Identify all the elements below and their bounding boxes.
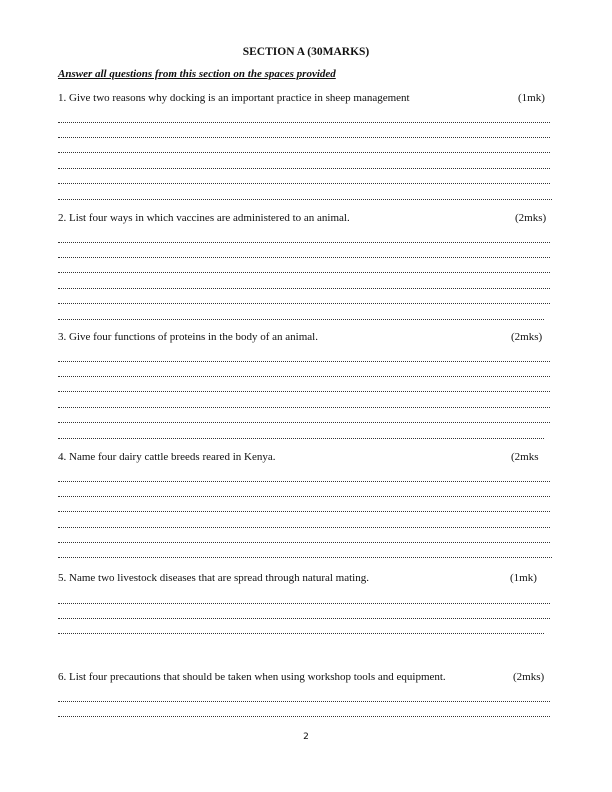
answer-line[interactable]	[58, 438, 544, 439]
answer-line[interactable]	[58, 557, 552, 558]
answer-line[interactable]	[58, 137, 550, 138]
instruction: Answer all questions from this section on the spaces provided	[58, 68, 336, 80]
answer-line[interactable]	[58, 422, 550, 423]
question-marks: (1mk)	[518, 92, 545, 104]
question-marks: (2mks)	[511, 331, 543, 343]
question-text: 3. Give four functions of proteins in the body of an animal.	[58, 331, 318, 343]
question-text: 4. Name four dairy cattle breeds reared in Kenya.	[58, 451, 276, 463]
question-marks: (2mks)	[515, 212, 547, 224]
answer-line[interactable]	[58, 716, 550, 717]
answer-line[interactable]	[58, 272, 550, 273]
answer-line[interactable]	[58, 199, 552, 200]
answer-line[interactable]	[58, 618, 550, 619]
answer-line[interactable]	[58, 481, 550, 482]
answer-line[interactable]	[58, 183, 550, 184]
answer-line[interactable]	[58, 303, 550, 304]
question-marks: (2mks)	[513, 671, 545, 683]
answer-line[interactable]	[58, 391, 550, 392]
answer-line[interactable]	[58, 122, 550, 123]
answer-line[interactable]	[58, 496, 550, 497]
answer-line[interactable]	[58, 511, 550, 512]
question-text: 1. Give two reasons why docking is an important practice in sheep management	[58, 92, 410, 104]
answer-line[interactable]	[58, 361, 550, 362]
question-marks: (1mk)	[510, 572, 537, 584]
answer-line[interactable]	[58, 603, 550, 604]
answer-line[interactable]	[58, 407, 550, 408]
question-text: 5. Name two livestock diseases that are spread through natural mating.	[58, 572, 369, 584]
answer-line[interactable]	[58, 152, 550, 153]
answer-line[interactable]	[58, 542, 550, 543]
answer-line[interactable]	[58, 257, 550, 258]
page-number: 2	[303, 732, 309, 742]
answer-line[interactable]	[58, 376, 550, 377]
question-text: 2. List four ways in which vaccines are administered to an animal.	[58, 212, 350, 224]
answer-line[interactable]	[58, 319, 544, 320]
answer-line[interactable]	[58, 633, 544, 634]
question-text: 6. List four precautions that should be taken when using workshop tools and equipment.	[58, 671, 446, 683]
question-marks: (2mks	[511, 451, 539, 463]
section-title: SECTION A (30MARKS)	[242, 46, 370, 58]
answer-line[interactable]	[58, 168, 550, 169]
answer-line[interactable]	[58, 527, 550, 528]
answer-line[interactable]	[58, 288, 550, 289]
answer-line[interactable]	[58, 242, 550, 243]
answer-line[interactable]	[58, 701, 550, 702]
